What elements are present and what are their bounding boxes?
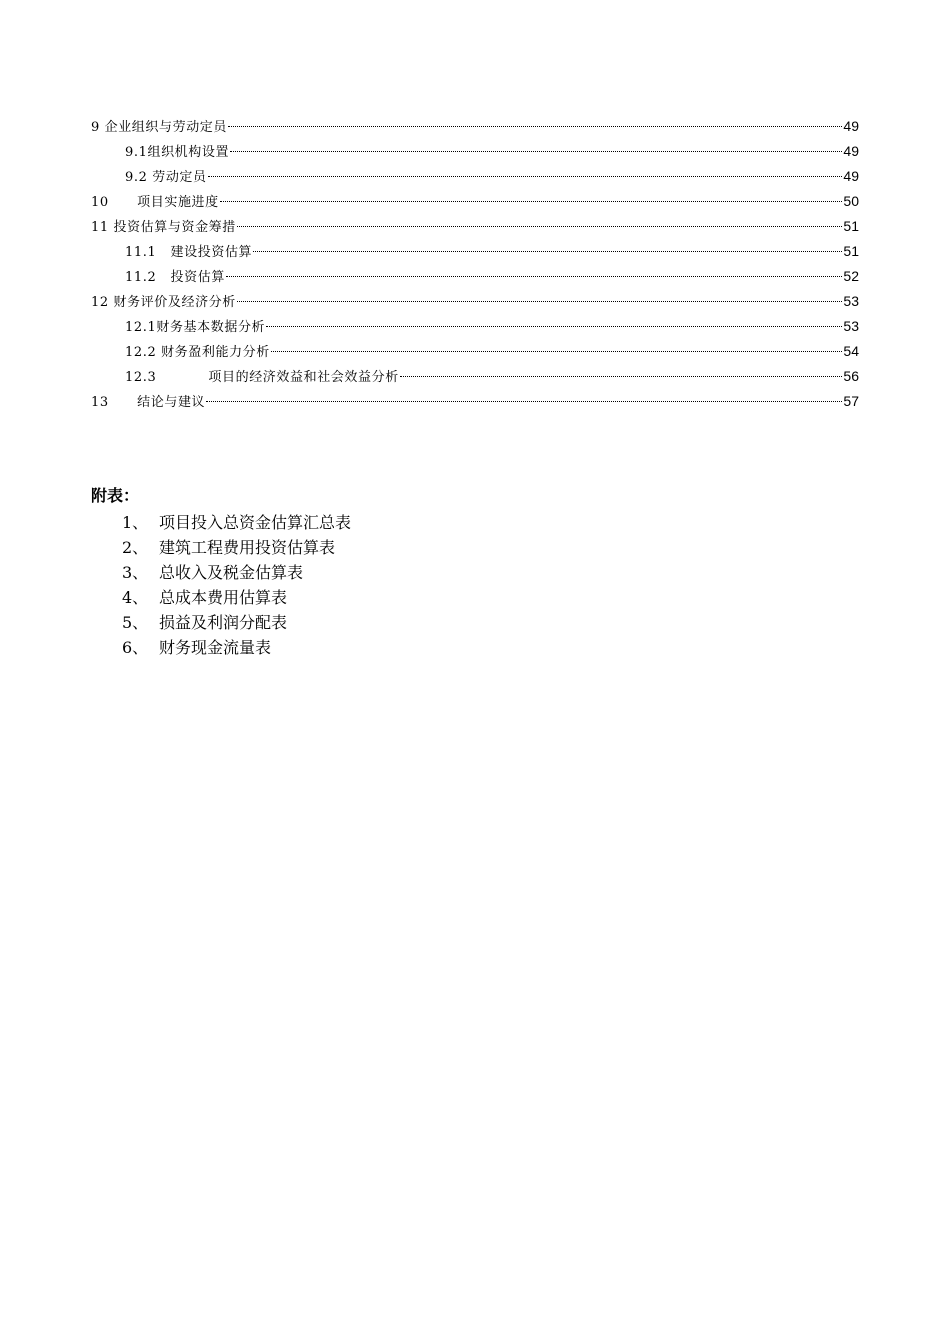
appendix-item-label: 损益及利润分配表 [159,613,288,632]
toc-entry-page: 49 [843,168,859,184]
toc-dot-leader [208,175,843,177]
toc-entry-9[interactable] [91,114,859,139]
appendix-item [91,610,351,635]
toc-dot-leader [230,150,842,152]
toc-entry-number: 10 [91,195,138,210]
appendix-item-number: 3、 [122,563,149,582]
toc-dot-leader [206,400,842,402]
toc-entry-title: 企业组织与劳动定员 [104,120,228,135]
toc-entry-10[interactable] [91,189,859,214]
toc-entry-number: 11 [91,220,114,235]
toc-entry-title: 建设投资估算 [170,245,253,260]
table-of-contents [91,114,859,414]
toc-entry-number: 13 [91,395,138,410]
toc-dot-leader [253,250,842,252]
toc-dot-leader [220,200,843,202]
appendix-item-label: 总成本费用估算表 [159,588,288,607]
toc-entry-9-2[interactable] [91,164,859,189]
toc-entry-title: 项目的经济效益和社会效益分析 [208,370,399,385]
toc-dot-leader [400,375,843,377]
toc-entry-number: 12.3 [125,370,209,385]
toc-entry-title: 财务评价及经济分析 [113,295,236,310]
toc-entry-title: 投资估算 [170,270,225,285]
toc-dot-leader [228,125,842,127]
toc-entry-title: 结论与建议 [137,395,206,410]
toc-entry-11-2[interactable] [91,264,859,289]
appendix-item-label: 建筑工程费用投资估算表 [159,538,336,557]
appendix-item-label: 项目投入总资金估算汇总表 [159,513,352,532]
toc-entry-number: 9.2 [125,170,153,185]
toc-entry-number: 11.1 [125,245,171,260]
appendix-item [91,510,351,535]
toc-entry-12-2[interactable] [91,339,859,364]
toc-entry-9-1[interactable] [91,139,859,164]
toc-entry-page: 51 [843,243,859,259]
appendix-section [91,484,351,660]
toc-entry-page: 50 [843,193,859,209]
toc-entry-page: 53 [843,318,859,334]
toc-entry-page: 53 [843,293,859,309]
toc-entry-number: 9 [91,120,105,135]
toc-entry-title: 项目实施进度 [137,195,219,210]
toc-entry-11[interactable] [91,214,859,239]
appendix-item-label: 总收入及税金估算表 [159,563,304,582]
toc-dot-leader [271,350,843,352]
toc-entry-page: 56 [843,368,859,384]
toc-dot-leader [237,225,843,227]
toc-entry-number: 12 [91,295,114,310]
appendix-list [91,510,351,660]
toc-dot-leader [266,325,842,327]
toc-entry-13[interactable] [91,389,859,414]
toc-dot-leader [226,275,842,277]
toc-entry-page: 51 [843,218,859,234]
toc-entry-title: 投资估算与资金筹措 [113,220,236,235]
toc-entry-page: 49 [843,143,859,159]
appendix-item [91,635,351,660]
appendix-heading: 附表： [91,486,140,505]
toc-entry-number: 12.2 [125,345,162,360]
toc-entry-11-1[interactable] [91,239,859,264]
appendix-item [91,560,351,585]
toc-entry-page: 52 [843,268,859,284]
appendix-item-number: 2、 [122,538,149,557]
toc-entry-number: 12.1 [125,320,157,335]
appendix-item-number: 5、 [122,613,149,632]
toc-entry-title: 劳动定员 [152,170,207,185]
toc-entry-title: 组织机构设置 [147,145,230,160]
toc-entry-number: 9.1 [125,145,148,160]
toc-entry-page: 54 [843,343,859,359]
appendix-item-label: 财务现金流量表 [159,638,272,657]
toc-entry-12-1[interactable] [91,314,859,339]
toc-entry-title: 财务基本数据分析 [156,320,266,335]
appendix-item-number: 4、 [122,588,149,607]
toc-entry-page: 57 [843,393,859,409]
appendix-item-number: 6、 [122,638,149,657]
appendix-item [91,585,351,610]
toc-entry-12[interactable] [91,289,859,314]
toc-entry-number: 11.2 [125,270,171,285]
appendix-item [91,535,351,560]
toc-dot-leader [237,300,843,302]
toc-entry-page: 49 [843,118,859,134]
toc-entry-title: 财务盈利能力分析 [161,345,270,360]
appendix-item-number: 1、 [122,513,149,532]
toc-entry-12-3[interactable] [91,364,859,389]
